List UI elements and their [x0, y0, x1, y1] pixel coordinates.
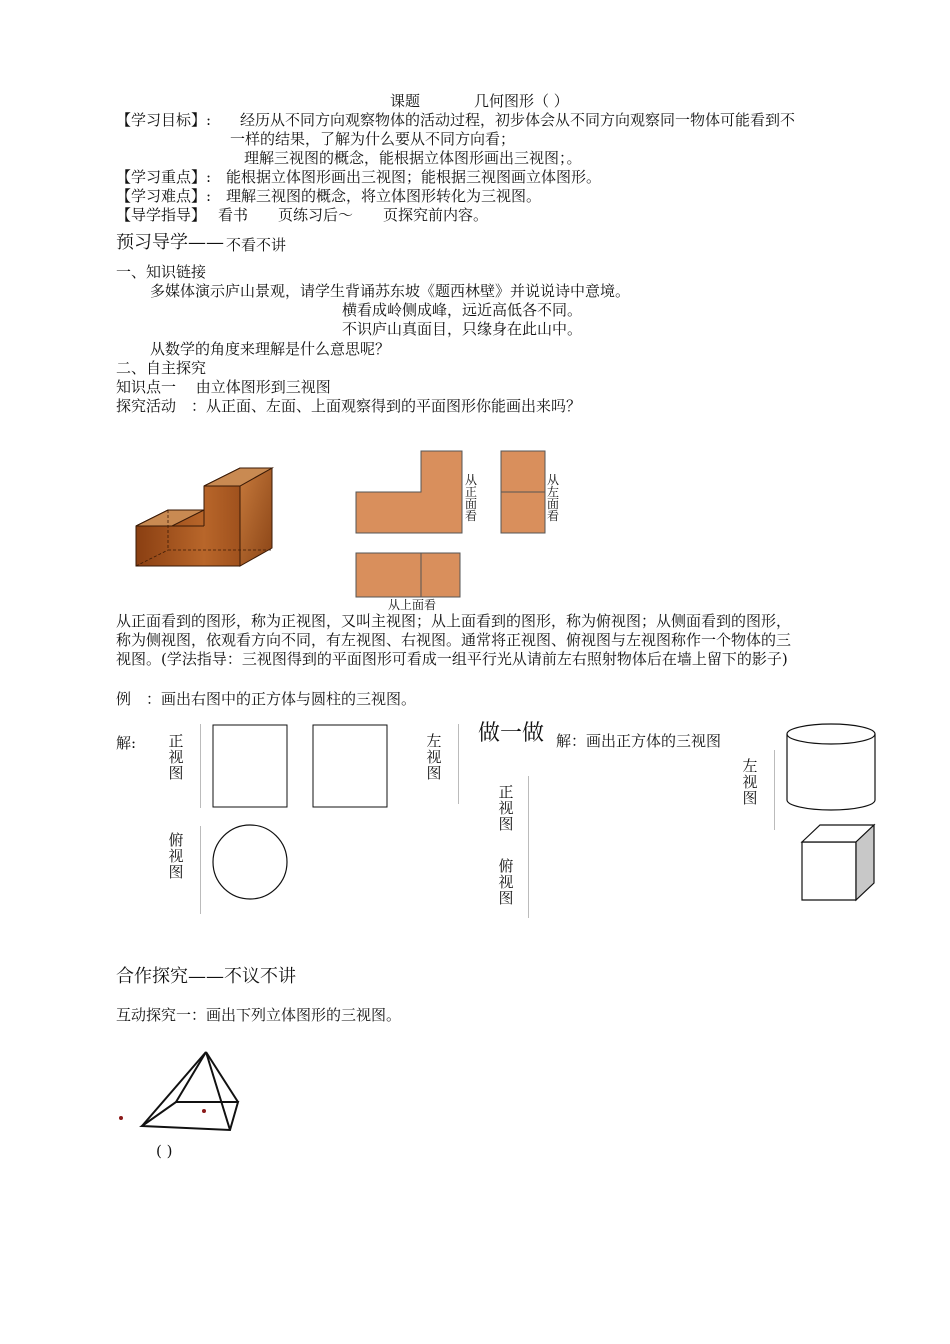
preview-heading-sub: 不看不讲 — [226, 236, 287, 254]
example-top-view-label: 俯视图 — [168, 831, 184, 881]
definition-line-1: 从正面看到的图形，称为正视图，又叫主视图；从上面看到的图形，称为俯视图；从侧面看到的图形， — [116, 612, 792, 630]
goal-line-1: 经历从不同方向观察物体的活动过程，初步体会从不同方向观察同一物体可能看到不 — [240, 111, 796, 129]
example-top-circle — [210, 822, 290, 902]
focus-text: 能根据立体图形画出三视图；能根据三视图画立体图形。 — [226, 168, 602, 186]
focus-label: 【学习重点】: — [116, 168, 212, 186]
section-knowledge-link: 一、知识链接 — [116, 263, 207, 281]
poem-line-2: 不识庐山真面目，只缘身在此山中。 — [342, 320, 583, 338]
practice-front-view-label: 正视图 — [498, 783, 514, 833]
math-question: 从数学的角度来理解是什么意思呢？ — [150, 340, 391, 358]
divider — [528, 776, 529, 918]
topic-label: 课题 — [390, 92, 421, 110]
intro-text: 多媒体演示庐山景观，请学生背诵苏东坡《题西林壁》并说说诗中意境。 — [150, 282, 631, 300]
cooperation-heading: 合作探究——不议不讲 — [116, 966, 296, 987]
example-prompt: 例 ：画出右图中的正方体与圆柱的三视图。 — [116, 690, 417, 708]
practice-prompt: 解：画出正方体的三视图 — [556, 732, 722, 750]
top-view-shape — [355, 552, 461, 598]
preview-heading: 预习导学—— — [116, 232, 224, 253]
left-view-shape — [500, 450, 546, 534]
divider — [200, 826, 201, 914]
cylinder-figure — [784, 722, 878, 814]
definition-line-3: 视图。(学法指导：三视图得到的平面图形可看成一组平行光从请前左右照射物体后在墙上留下的影子) — [116, 650, 788, 668]
label-from-left: 从左面看 — [546, 473, 559, 523]
guide-label: 【导学指导】 — [116, 206, 207, 224]
goal-line-2: 一样的结果，了解为什么要从不同方向看； — [230, 130, 516, 148]
divider — [200, 724, 201, 808]
example-front-view-label: 正视图 — [168, 732, 184, 782]
goal-line-3: 理解三视图的概念，能根据立体图形画出三视图；。 — [244, 149, 582, 167]
explore-activity: 探究活动 ：从正面、左面、上面观察得到的平面图形你能画出来吗？ — [116, 397, 582, 415]
l-shaped-solid-figure — [130, 460, 280, 575]
goal-label: 【学习目标】: — [116, 111, 212, 129]
poem-line-1: 横看成岭侧成峰，远近高低各不同。 — [342, 301, 583, 319]
label-from-top: 从上面看 — [388, 598, 437, 612]
practice-title: 做一做 — [478, 721, 545, 746]
document-title: 几何图形（ ） — [474, 92, 569, 110]
difficulty-label: 【学习难点】: — [116, 187, 212, 205]
divider — [458, 724, 459, 804]
section-self-explore: 二、自主探究 — [116, 359, 207, 377]
knowledge-point-1: 知识点一 由立体图形到三视图 — [116, 378, 331, 396]
practice-left-view-label: 左视图 — [742, 757, 758, 807]
guide-text: 看书 页练习后～ 页探究前内容。 — [218, 206, 489, 224]
practice-top-view-label: 俯视图 — [498, 857, 514, 907]
cube-figure — [798, 822, 878, 904]
example-front-square — [212, 724, 288, 808]
divider — [774, 750, 775, 830]
pyramid-caption: ( ) — [156, 1142, 173, 1160]
difficulty-text: 理解三视图的概念，将立体图形转化为三视图。 — [226, 187, 542, 205]
pyramid-figure — [114, 1048, 244, 1136]
example-left-view-label: 左视图 — [426, 732, 442, 782]
definition-line-2: 称为侧视图，依观看方向不同，有左视图、右视图。通常将正视图、俯视图与左视图称作一个物体的三 — [116, 631, 792, 649]
label-from-front: 从正面看 — [464, 473, 477, 523]
solution-label: 解: — [116, 734, 137, 752]
front-view-shape — [355, 450, 463, 534]
cooperation-task: 互动探究一：画出下列立体图形的三视图。 — [116, 1006, 402, 1024]
example-left-square — [312, 724, 388, 808]
